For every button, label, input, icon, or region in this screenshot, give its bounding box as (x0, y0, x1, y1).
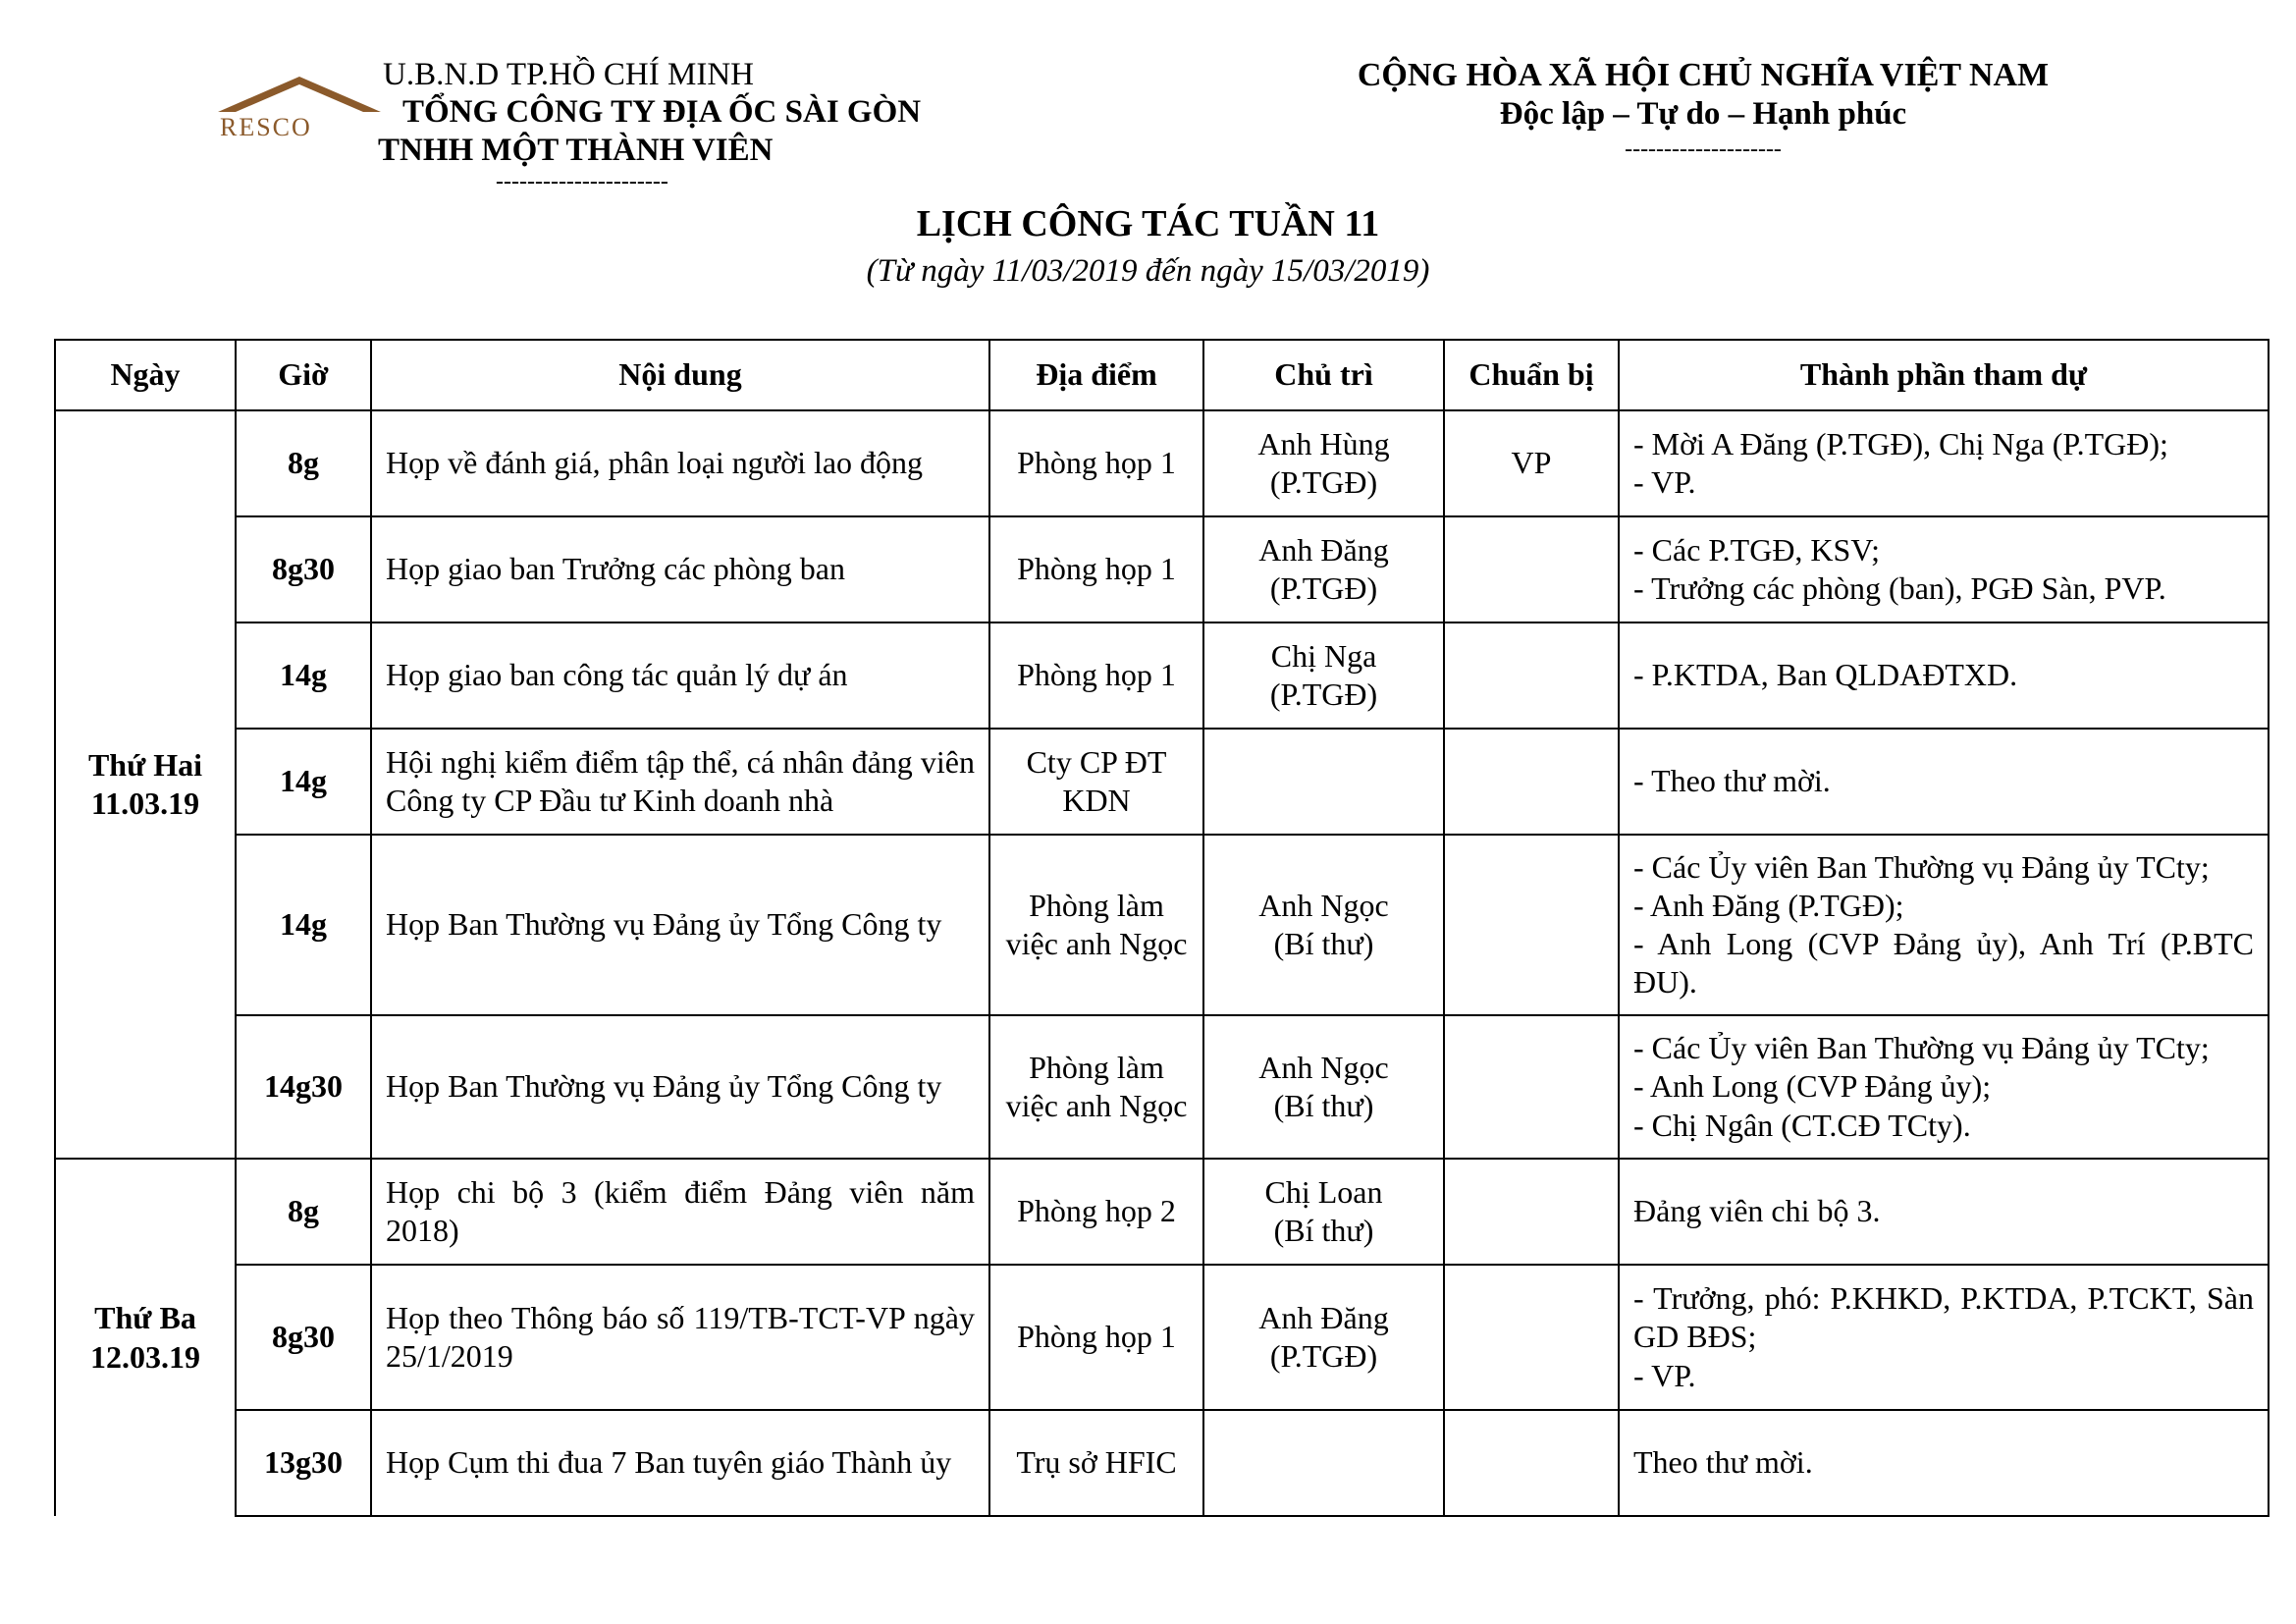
content-cell: Họp giao ban Trưởng các phòng ban (371, 516, 989, 623)
prep-cell: VP (1444, 410, 1619, 516)
place-cell: Phòng họp 1 (989, 410, 1203, 516)
chair-line: (P.TGĐ) (1269, 464, 1378, 500)
place-cell: Phòng họp 1 (989, 516, 1203, 623)
chair-cell (1203, 1410, 1444, 1516)
schedule-body (55, 410, 2269, 1516)
table-row (55, 1015, 2269, 1159)
org-company-type: TNHH MỘT THÀNH VIÊN (378, 133, 774, 168)
participant-line: - P.KTDA, Ban QLDAĐTXD. (1633, 657, 2018, 693)
participant-line: Đảng viên chi bộ 3. (1633, 1193, 1881, 1229)
schedule-table (54, 339, 2269, 1517)
header-chair: Chủ trì (1203, 340, 1444, 410)
time-cell: 14g (236, 835, 371, 1015)
time-cell: 8g (236, 410, 371, 516)
table-header-row (55, 340, 2269, 410)
time-cell: 8g (236, 1159, 371, 1265)
participant-line: - Trưởng, phó: P.KHKD, P.KTDA, P.TCKT, Sàn GD BĐS; (1633, 1280, 2254, 1355)
chair-line: (P.TGĐ) (1269, 677, 1378, 712)
country-name: CỘNG HÒA XÃ HỘI CHỦ NGHĨA VIỆT NAM (1357, 57, 2050, 93)
day-date: 11.03.19 (90, 785, 200, 821)
motto: Độc lập – Tự do – Hạnh phúc (1499, 96, 1907, 132)
time-cell: 14g (236, 729, 371, 835)
participant-line: - Trưởng các phòng (ban), PGĐ Sàn, PVP. (1633, 570, 2166, 606)
chair-line: Chị Nga (1270, 637, 1377, 674)
prep-cell (1444, 623, 1619, 729)
national-motto (1355, 57, 2052, 163)
participant-line: - Anh Long (CVP Đảng ủy); (1633, 1068, 1992, 1105)
participant-line: - VP. (1633, 464, 1696, 500)
org-company: TỔNG CÔNG TY ĐỊA ỐC SÀI GÒN (402, 94, 922, 130)
place-cell: Phòng họp 2 (989, 1159, 1203, 1265)
content-cell: Họp Cụm thi đua 7 Ban tuyên giáo Thành ủy (371, 1410, 989, 1516)
chair-line: Anh Ngọc (1258, 1049, 1389, 1085)
prep-cell (1444, 1410, 1619, 1516)
prep-cell (1444, 1159, 1619, 1265)
place-cell: Phòng làm việc anh Ngọc (989, 1015, 1203, 1159)
svg-text:RESCO: RESCO (220, 113, 312, 139)
chair-cell (1203, 1015, 1444, 1159)
chair-line: Anh Hùng (1257, 425, 1390, 461)
table-row (55, 1159, 2269, 1265)
participant-line: - Các Ủy viên Ban Thường vụ Đảng ủy TCty; (1633, 848, 2210, 885)
content-cell: Họp chi bộ 3 (kiểm điểm Đảng viên năm 2018) (371, 1159, 989, 1265)
participant-line: - Các P.TGĐ, KSV; (1633, 531, 1880, 568)
page-title: LỊCH CÔNG TÁC TUẦN 11 (916, 203, 1380, 244)
participants-cell (1619, 516, 2269, 623)
prep-cell (1444, 1265, 1619, 1410)
chair-line: (P.TGĐ) (1269, 1338, 1378, 1374)
header-participants: Thành phần tham dự (1619, 340, 2269, 410)
chair-line: Anh Đăng (1258, 531, 1389, 568)
day-cell (55, 410, 236, 1159)
table-row (55, 729, 2269, 835)
participant-line: - Mời A Đăng (P.TGĐ), Chị Nga (P.TGĐ); (1633, 425, 2168, 461)
prep-cell (1444, 516, 1619, 623)
chair-line: (Bí thư) (1273, 1088, 1374, 1123)
time-cell: 8g30 (236, 516, 371, 623)
org-city: U.B.N.D TP.HỒ CHÍ MINH (383, 57, 755, 92)
chair-cell (1203, 410, 1444, 516)
chair-cell (1203, 516, 1444, 623)
chair-line: (Bí thư) (1273, 926, 1374, 961)
header-day: Ngày (55, 340, 236, 410)
participants-cell (1619, 1159, 2269, 1265)
time-cell: 14g (236, 623, 371, 729)
participants-cell (1619, 623, 2269, 729)
place-cell: Cty CP ĐT KDN (989, 729, 1203, 835)
chair-cell (1203, 729, 1444, 835)
header-place: Địa điểm (989, 340, 1203, 410)
motto-divider: -------------------- (1625, 136, 1782, 162)
prep-cell (1444, 729, 1619, 835)
participant-line: - Theo thư mời. (1633, 763, 1831, 799)
content-cell: Họp Ban Thường vụ Đảng ủy Tổng Công ty (371, 1015, 989, 1159)
day-cell (55, 1159, 236, 1516)
chair-cell (1203, 1159, 1444, 1265)
time-cell: 14g30 (236, 1015, 371, 1159)
participant-line: - Anh Long (CVP Đảng ủy), Anh Trí (P.BTC ĐU). (1633, 926, 2254, 1001)
content-cell: Họp theo Thông báo số 119/TB-TCT-VP ngày 25/1/2019 (371, 1265, 989, 1410)
participants-cell (1619, 1410, 2269, 1516)
participant-line: - Các Ủy viên Ban Thường vụ Đảng ủy TCty; (1633, 1030, 2210, 1066)
day-name: Thứ Ba (94, 1300, 196, 1336)
time-cell: 8g30 (236, 1265, 371, 1410)
chair-cell (1203, 1265, 1444, 1410)
day-date: 12.03.19 (90, 1338, 200, 1375)
header-content: Nội dung (371, 340, 989, 410)
participants-cell (1619, 1015, 2269, 1159)
prep-cell (1444, 835, 1619, 1015)
chair-line: (P.TGĐ) (1269, 570, 1378, 606)
participants-cell (1619, 410, 2269, 516)
table-row (55, 1410, 2269, 1516)
prep-cell (1444, 1015, 1619, 1159)
table-row (55, 623, 2269, 729)
participant-line: - Anh Đăng (P.TGĐ); (1633, 887, 1904, 923)
participant-line: Theo thư mời. (1633, 1444, 1813, 1481)
table-row (55, 835, 2269, 1015)
place-cell: Phòng làm việc anh Ngọc (989, 835, 1203, 1015)
participant-line: - VP. (1633, 1357, 1696, 1393)
participants-cell (1619, 729, 2269, 835)
place-cell: Trụ sở HFIC (989, 1410, 1203, 1516)
table-row (55, 410, 2269, 516)
table-row (55, 1265, 2269, 1410)
content-cell: Hội nghị kiểm điểm tập thể, cá nhân đảng viên Công ty CP Đầu tư Kinh doanh nhà (371, 729, 989, 835)
day-name: Thứ Hai (87, 746, 203, 783)
time-cell: 13g30 (236, 1410, 371, 1516)
content-cell: Họp về đánh giá, phân loại người lao động (371, 410, 989, 516)
place-cell: Phòng họp 1 (989, 1265, 1203, 1410)
chair-line: (Bí thư) (1273, 1213, 1374, 1248)
chair-cell (1203, 835, 1444, 1015)
header-time: Giờ (236, 340, 371, 410)
page-subtitle: (Từ ngày 11/03/2019 đến ngày 15/03/2019) (866, 253, 1430, 289)
resco-logo (216, 73, 383, 139)
chair-line: Anh Đăng (1258, 1299, 1389, 1335)
content-cell: Họp Ban Thường vụ Đảng ủy Tổng Công ty (371, 835, 989, 1015)
org-divider: ---------------------- (496, 169, 668, 194)
header-prep: Chuẩn bị (1444, 340, 1619, 410)
chair-line: Chị Loan (1264, 1173, 1383, 1210)
participants-cell (1619, 1265, 2269, 1410)
place-cell: Phòng họp 1 (989, 623, 1203, 729)
table-row (55, 516, 2269, 623)
participants-cell (1619, 835, 2269, 1015)
content-cell: Họp giao ban công tác quản lý dự án (371, 623, 989, 729)
participant-line: - Chị Ngân (CT.CĐ TCty). (1633, 1107, 1971, 1143)
chair-line: Anh Ngọc (1258, 887, 1389, 923)
chair-cell (1203, 623, 1444, 729)
